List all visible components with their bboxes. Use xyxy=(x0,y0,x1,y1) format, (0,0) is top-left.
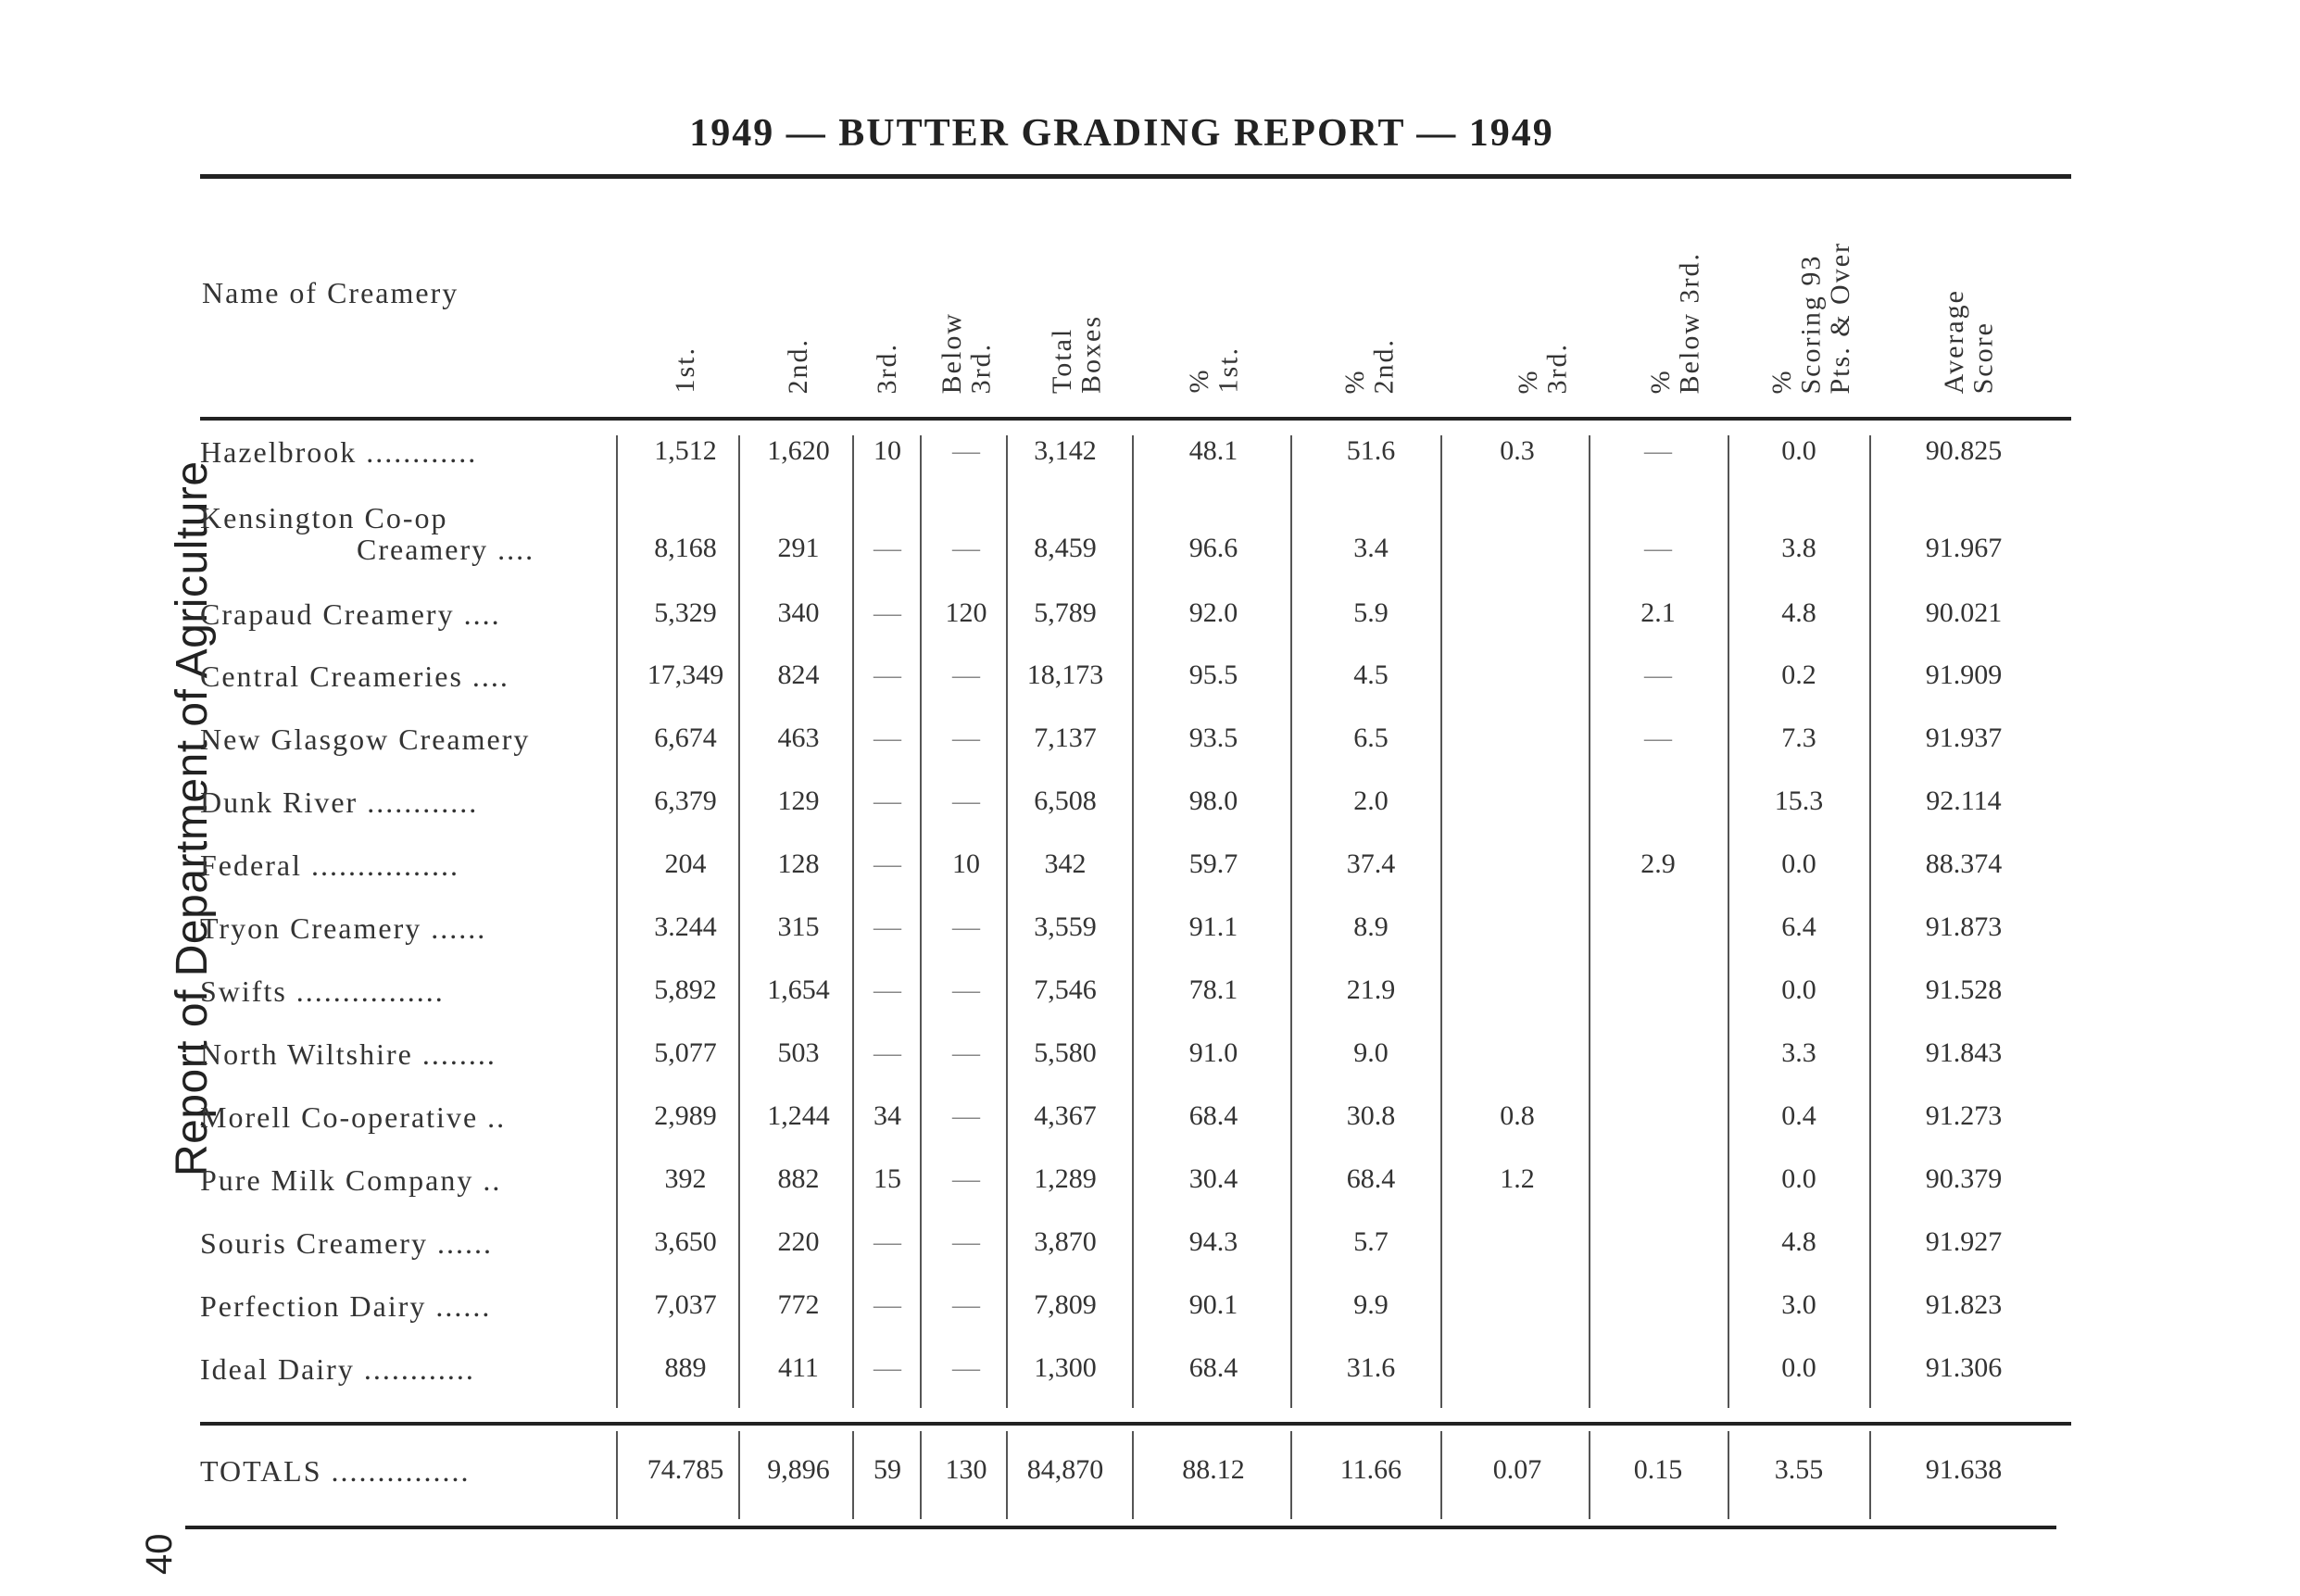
cell-pct1: 48.1 xyxy=(1188,435,1238,466)
creamery-name: Kensington Co-op xyxy=(200,501,448,534)
header-avg-label: Average Score xyxy=(1938,288,1998,394)
cell-scoring: 0.0 xyxy=(1781,1352,1816,1383)
cell-pctb: — xyxy=(1644,533,1672,563)
side-title: Report of Department of Agriculture xyxy=(168,460,217,1176)
cell-third: — xyxy=(873,1037,901,1068)
creamery-name: Hazelbrook ............ xyxy=(200,435,478,469)
creamery-name: Dunk River ............ xyxy=(200,785,479,819)
creamery-name: Crapaud Creamery .... xyxy=(200,597,501,631)
cell-total: 5,789 xyxy=(1034,597,1097,628)
header-pct1-label: % 1st. xyxy=(1183,346,1243,394)
cell-below3: 130 xyxy=(945,1454,987,1485)
cell-avg: 91.873 xyxy=(1925,911,2003,942)
cell-first: 17,349 xyxy=(647,660,724,690)
cell-first: 392 xyxy=(664,1163,707,1194)
cell-pct2: 31.6 xyxy=(1346,1352,1396,1383)
cell-avg: 91.909 xyxy=(1925,660,2003,690)
cell-pct2: 5.9 xyxy=(1353,597,1389,628)
cell-pct1: 98.0 xyxy=(1188,785,1238,816)
cell-first: 3.244 xyxy=(654,911,717,942)
cell-scoring: 0.4 xyxy=(1781,1100,1816,1131)
cell-avg: 88.374 xyxy=(1925,848,2003,879)
cell-first: 3,650 xyxy=(654,1226,717,1257)
cell-avg: 91.638 xyxy=(1925,1454,2003,1485)
cell-third: 15 xyxy=(873,1163,901,1194)
cell-pctb: — xyxy=(1644,435,1672,466)
cell-second: 1,654 xyxy=(767,974,830,1005)
cell-pct1: 91.1 xyxy=(1188,911,1238,942)
cell-below3: — xyxy=(952,785,980,816)
cell-third: — xyxy=(873,723,901,753)
cell-scoring: 0.0 xyxy=(1781,848,1816,879)
cell-pct1: 91.0 xyxy=(1188,1037,1238,1068)
cell-third: 59 xyxy=(873,1454,901,1485)
creamery-name: North Wiltshire ........ xyxy=(200,1037,496,1071)
cell-avg: 91.273 xyxy=(1925,1100,2003,1131)
cell-first: 6,379 xyxy=(654,785,717,816)
cell-first: 5,892 xyxy=(654,974,717,1005)
cell-below3: — xyxy=(952,1100,980,1131)
cell-below3: — xyxy=(952,1352,980,1383)
header-avg xyxy=(1913,181,2024,394)
table-row xyxy=(0,597,2300,653)
cell-total: 342 xyxy=(1044,848,1087,879)
cell-second: 824 xyxy=(777,660,820,690)
creamery-name: Tryon Creamery ...... xyxy=(200,911,487,945)
cell-below3: — xyxy=(952,1037,980,1068)
cell-second: 291 xyxy=(777,533,820,563)
cell-third: — xyxy=(873,1352,901,1383)
cell-third: — xyxy=(873,785,901,816)
table-row xyxy=(0,974,2300,1030)
cell-first: 5,077 xyxy=(654,1037,717,1068)
cell-pct3: 0.3 xyxy=(1500,435,1535,466)
header-first-label: 1st. xyxy=(670,346,701,394)
header-below3 xyxy=(911,181,1022,394)
cell-pct2: 9.9 xyxy=(1353,1289,1389,1320)
creamery-name-continued: Creamery .... xyxy=(357,533,535,566)
cell-total: 5,580 xyxy=(1034,1037,1097,1068)
header-scoring xyxy=(1755,181,1866,394)
cell-scoring: 4.8 xyxy=(1781,1226,1816,1257)
cell-total: 3,870 xyxy=(1034,1226,1097,1257)
table-row xyxy=(0,660,2300,715)
cell-first: 5,329 xyxy=(654,597,717,628)
cell-total: 84,870 xyxy=(1026,1454,1104,1485)
cell-second: 340 xyxy=(777,597,820,628)
header-name-of-creamery: Name of Creamery xyxy=(202,276,459,309)
cell-second: 9,896 xyxy=(767,1454,830,1485)
report-title: 1949 — BUTTER GRADING REPORT — 1949 xyxy=(689,112,1554,155)
cell-scoring: 3.0 xyxy=(1781,1289,1816,1320)
cell-total: 8,459 xyxy=(1034,533,1097,563)
cell-pct2: 21.9 xyxy=(1346,974,1396,1005)
cell-third: — xyxy=(873,1226,901,1257)
cell-pctb: 2.9 xyxy=(1640,848,1676,879)
cell-pctb: — xyxy=(1644,660,1672,690)
cell-scoring: 3.8 xyxy=(1781,533,1816,563)
cell-first: 2,989 xyxy=(654,1100,717,1131)
totals-row-line xyxy=(0,1454,2300,1510)
creamery-name: Souris Creamery ...... xyxy=(200,1226,493,1260)
cell-third: — xyxy=(873,660,901,690)
cell-scoring: 6.4 xyxy=(1781,911,1816,942)
cell-pct2: 6.5 xyxy=(1353,723,1389,753)
cell-pct1: 90.1 xyxy=(1188,1289,1238,1320)
cell-pct2: 3.4 xyxy=(1353,533,1389,563)
creamery-name: Pure Milk Company .. xyxy=(200,1163,502,1197)
cell-third: — xyxy=(873,597,901,628)
cell-scoring: 3.3 xyxy=(1781,1037,1816,1068)
table-row xyxy=(0,1100,2300,1156)
cell-second: 1,620 xyxy=(767,435,830,466)
creamery-name: TOTALS ............... xyxy=(200,1454,471,1488)
cell-pct1: 30.4 xyxy=(1188,1163,1238,1194)
cell-total: 1,300 xyxy=(1034,1352,1097,1383)
cell-second: 463 xyxy=(777,723,820,753)
header-total-label: Total Boxes xyxy=(1046,315,1106,394)
table-row xyxy=(0,848,2300,904)
header-second-label: 2nd. xyxy=(783,337,814,394)
cell-first: 204 xyxy=(664,848,707,879)
cell-pct3: 1.2 xyxy=(1500,1163,1535,1194)
cell-pct2: 5.7 xyxy=(1353,1226,1389,1257)
creamery-name: New Glasgow Creamery xyxy=(200,723,531,756)
cell-second: 315 xyxy=(777,911,820,942)
cell-below3: — xyxy=(952,1226,980,1257)
header-rule xyxy=(200,417,2071,421)
cell-scoring: 0.2 xyxy=(1781,660,1816,690)
top-rule xyxy=(200,174,2071,179)
header-pct2-label: % 2nd. xyxy=(1339,337,1399,394)
table-row xyxy=(0,1352,2300,1408)
cell-avg: 90.825 xyxy=(1925,435,2003,466)
cell-third: — xyxy=(873,848,901,879)
cell-total: 7,546 xyxy=(1034,974,1097,1005)
cell-pct2: 2.0 xyxy=(1353,785,1389,816)
cell-pct1: 93.5 xyxy=(1188,723,1238,753)
cell-below3: — xyxy=(952,1289,980,1320)
cell-avg: 91.823 xyxy=(1925,1289,2003,1320)
cell-first: 1,512 xyxy=(654,435,717,466)
table-row xyxy=(0,1226,2300,1282)
cell-below3: — xyxy=(952,1163,980,1194)
header-third-label: 3rd. xyxy=(872,342,903,394)
header-first xyxy=(630,181,741,394)
cell-pctb: 2.1 xyxy=(1640,597,1676,628)
cell-below3: — xyxy=(952,660,980,690)
cell-below3: — xyxy=(952,435,980,466)
cell-avg: 92.114 xyxy=(1926,785,2002,816)
header-pctb xyxy=(1619,181,1730,394)
cell-first: 889 xyxy=(664,1352,707,1383)
table-row xyxy=(0,785,2300,841)
creamery-name: Perfection Dairy ...... xyxy=(200,1289,492,1323)
creamery-name: Federal ................ xyxy=(200,848,459,882)
cell-below3: — xyxy=(952,533,980,563)
cell-first: 8,168 xyxy=(654,533,717,563)
cell-second: 220 xyxy=(777,1226,820,1257)
cell-pct2: 11.66 xyxy=(1339,1454,1402,1485)
cell-avg: 91.306 xyxy=(1925,1352,2003,1383)
cell-pct1: 95.5 xyxy=(1188,660,1238,690)
cell-scoring: 15.3 xyxy=(1774,785,1824,816)
creamery-name: Morell Co-operative .. xyxy=(200,1100,507,1134)
cell-total: 18,173 xyxy=(1026,660,1104,690)
cell-second: 772 xyxy=(777,1289,820,1320)
table-row xyxy=(0,1289,2300,1345)
cell-pct1: 68.4 xyxy=(1188,1100,1238,1131)
cell-scoring: 4.8 xyxy=(1781,597,1816,628)
header-pct1 xyxy=(1158,181,1269,394)
creamery-name: Ideal Dairy ............ xyxy=(200,1352,475,1386)
header-pct3-label: % 3rd. xyxy=(1512,342,1572,394)
table-row xyxy=(0,501,2300,588)
cell-avg: 90.379 xyxy=(1925,1163,2003,1194)
cell-third: 10 xyxy=(873,435,901,466)
cell-pct1: 88.12 xyxy=(1182,1454,1245,1485)
cell-total: 6,508 xyxy=(1034,785,1097,816)
table-row xyxy=(0,723,2300,778)
header-pctb-label: % Below 3rd. xyxy=(1644,251,1704,394)
cell-pct1: 92.0 xyxy=(1188,597,1238,628)
cell-below3: — xyxy=(952,723,980,753)
header-scoring-label: % Scoring 93 Pts. & Over xyxy=(1766,241,1855,394)
cell-avg: 91.967 xyxy=(1925,533,2003,563)
cell-scoring: 3.55 xyxy=(1774,1454,1824,1485)
cell-pct3: 0.07 xyxy=(1492,1454,1542,1485)
cell-pct2: 8.9 xyxy=(1353,911,1389,942)
cell-scoring: 0.0 xyxy=(1781,974,1816,1005)
cell-total: 3,559 xyxy=(1034,911,1097,942)
cell-pct1: 78.1 xyxy=(1188,974,1238,1005)
totals-rule xyxy=(200,1422,2071,1426)
cell-third: — xyxy=(873,911,901,942)
cell-pct2: 4.5 xyxy=(1353,660,1389,690)
cell-total: 3,142 xyxy=(1034,435,1097,466)
header-pct3 xyxy=(1487,181,1598,394)
cell-pct2: 51.6 xyxy=(1346,435,1396,466)
table-row xyxy=(0,1037,2300,1093)
cell-scoring: 0.0 xyxy=(1781,435,1816,466)
cell-second: 882 xyxy=(777,1163,820,1194)
cell-third: 34 xyxy=(873,1100,901,1131)
cell-second: 411 xyxy=(778,1352,819,1383)
bottom-rule xyxy=(185,1526,2056,1529)
header-below3-label: Below 3rd. xyxy=(936,311,996,394)
cell-pct2: 37.4 xyxy=(1346,848,1396,879)
cell-pct2: 9.0 xyxy=(1353,1037,1389,1068)
cell-pct1: 96.6 xyxy=(1188,533,1238,563)
cell-scoring: 7.3 xyxy=(1781,723,1816,753)
cell-first: 6,674 xyxy=(654,723,717,753)
cell-scoring: 0.0 xyxy=(1781,1163,1816,1194)
cell-avg: 91.528 xyxy=(1925,974,2003,1005)
cell-first: 74.785 xyxy=(647,1454,724,1485)
cell-third: — xyxy=(873,974,901,1005)
cell-avg: 91.843 xyxy=(1925,1037,2003,1068)
cell-second: 1,244 xyxy=(767,1100,830,1131)
cell-second: 503 xyxy=(777,1037,820,1068)
cell-total: 7,809 xyxy=(1034,1289,1097,1320)
page-number: 40 xyxy=(139,1533,180,1575)
cell-second: 128 xyxy=(777,848,820,879)
cell-third: — xyxy=(873,1289,901,1320)
cell-pct3: 0.8 xyxy=(1500,1100,1535,1131)
cell-avg: 91.927 xyxy=(1925,1226,2003,1257)
table-row xyxy=(0,435,2300,491)
cell-second: 129 xyxy=(777,785,820,816)
header-total xyxy=(1021,181,1132,394)
table-row xyxy=(0,911,2300,967)
cell-avg: 90.021 xyxy=(1925,597,2003,628)
cell-pctb: — xyxy=(1644,723,1672,753)
cell-below3: 10 xyxy=(952,848,980,879)
cell-total: 4,367 xyxy=(1034,1100,1097,1131)
cell-below3: 120 xyxy=(945,597,987,628)
cell-below3: — xyxy=(952,974,980,1005)
table-row xyxy=(0,1163,2300,1219)
cell-pct1: 94.3 xyxy=(1188,1226,1238,1257)
cell-pct1: 59.7 xyxy=(1188,848,1238,879)
creamery-name: Central Creameries .... xyxy=(200,660,509,693)
cell-total: 1,289 xyxy=(1034,1163,1097,1194)
cell-pctb: 0.15 xyxy=(1633,1454,1683,1485)
cell-first: 7,037 xyxy=(654,1289,717,1320)
cell-total: 7,137 xyxy=(1034,723,1097,753)
cell-avg: 91.937 xyxy=(1925,723,2003,753)
header-pct2 xyxy=(1313,181,1425,394)
cell-third: — xyxy=(873,533,901,563)
cell-below3: — xyxy=(952,911,980,942)
cell-pct1: 68.4 xyxy=(1188,1352,1238,1383)
cell-pct2: 30.8 xyxy=(1346,1100,1396,1131)
creamery-name: Swifts ................ xyxy=(200,974,445,1008)
cell-pct2: 68.4 xyxy=(1346,1163,1396,1194)
